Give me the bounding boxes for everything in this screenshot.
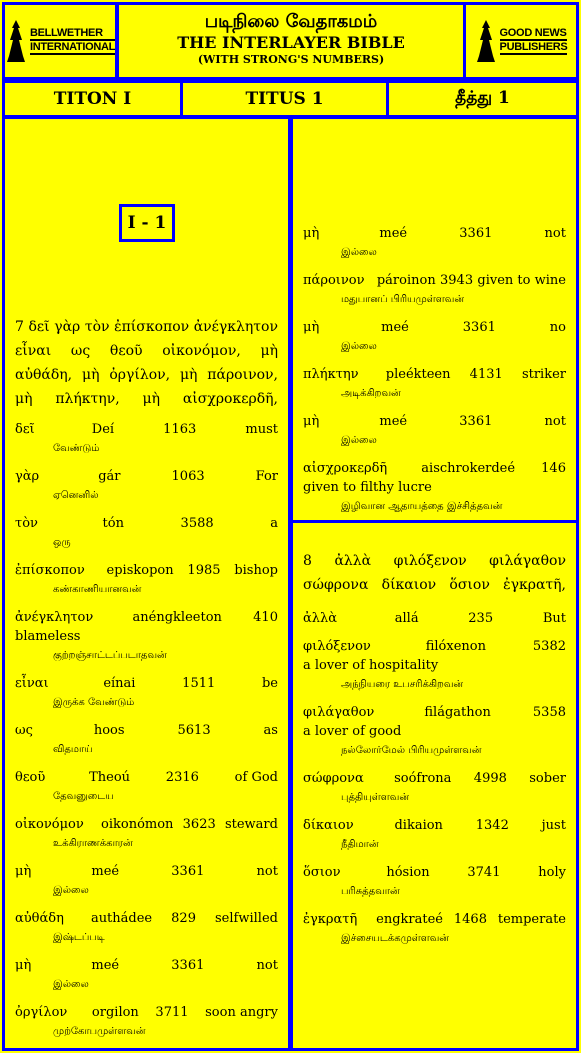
logo-line: INTERNATIONAL [29, 41, 116, 53]
tamil-gloss: குற்றஞ்சாட்டப்படாதவன் [53, 650, 167, 661]
tamil-gloss: வேண்டும் [53, 443, 100, 454]
greek-word: θεοῦ [15, 770, 46, 785]
transliteration: filóxenon [425, 639, 486, 654]
word-entry [303, 703, 566, 760]
english-gloss: bishop [234, 563, 278, 578]
left-column [2, 116, 291, 1051]
strongs-number: 4131 [469, 367, 503, 382]
word-entry [15, 420, 278, 458]
english-gloss: must [245, 422, 278, 437]
greek-word: σώφρονα [303, 771, 364, 786]
word-entry [15, 768, 278, 806]
strongs-number: 5613 [177, 723, 211, 738]
greek-word: ἐπίσκοπον [15, 563, 85, 578]
tamil-gloss: இஷ்டப்படி [53, 932, 105, 943]
tamil-gloss: மதுபானப் பிரியமுள்ளவன் [341, 294, 465, 305]
greek-word: αὐθάδη [15, 911, 64, 926]
english-gloss: But [542, 611, 566, 626]
transliteration: authádee [90, 911, 153, 926]
strongs-number: 4998 [473, 771, 507, 786]
tamil-gloss: உக்கிராணக்காரன் [53, 838, 133, 849]
english-gloss: a [270, 516, 278, 531]
transliteration: pleékteen [385, 367, 451, 382]
strongs-number: 1063 [171, 469, 205, 484]
word-entry [15, 561, 278, 599]
strongs-number: 1163 [163, 422, 197, 437]
word-entry [303, 637, 566, 694]
greek-word: μὴ [303, 226, 320, 241]
greek-word: πλήκτην [303, 367, 359, 382]
english-gloss: soon angry [205, 1005, 278, 1020]
greek-word: οἰκονόμον [15, 817, 84, 832]
greek-word: ἀνέγκλητον [15, 610, 94, 625]
right-bottom-entries [303, 609, 566, 948]
transliteration: meé [381, 320, 409, 335]
bellwether-logo-box [2, 2, 118, 80]
tamil-gloss: அடிக்கிறவன் [341, 388, 401, 399]
tamil-gloss: இல்லை [341, 435, 377, 446]
greek-word: ἀλλὰ [303, 611, 338, 626]
right-bottom-column [290, 520, 579, 1051]
word-entry [303, 271, 566, 309]
word-entry [303, 863, 566, 901]
tamil-gloss: கண்காணியானவன் [53, 584, 142, 595]
tamil-gloss: இல்லை [53, 885, 89, 896]
greek-word: ὀργίλον [15, 1005, 68, 1020]
strongs-number: 1468 [453, 912, 487, 927]
english-gloss: a lover of good [303, 724, 402, 739]
english-gloss: striker [521, 367, 566, 382]
chapter-label-text: I - 1 [127, 213, 167, 233]
title-box [116, 2, 466, 80]
english-gloss: be [261, 676, 278, 691]
strongs-number: 3361 [171, 864, 205, 879]
tamil-gloss: இல்லை [341, 247, 377, 258]
transliteration: aischrokerdeé [421, 461, 516, 476]
tamil-gloss: விதமாய் [53, 744, 93, 755]
english-gloss: selfwilled [215, 911, 278, 926]
strongs-number: 410 [253, 610, 278, 625]
word-entry [303, 609, 566, 628]
strongs-number: 235 [468, 611, 494, 626]
transliteration: pároinon [376, 273, 436, 288]
book-english [180, 80, 389, 118]
greek-word: ἐγκρατῆ [303, 912, 358, 927]
transliteration: Deí [91, 422, 115, 437]
transliteration: episkopon [106, 563, 174, 578]
tamil-gloss: ஏனெனில் [53, 490, 99, 501]
word-entry [15, 909, 278, 947]
strongs-number: 1342 [475, 818, 509, 833]
word-entry [303, 412, 566, 450]
transliteration: meé [91, 958, 120, 973]
english-gloss: temperate [497, 912, 566, 927]
transliteration: anéngkleeton [132, 610, 222, 625]
word-entry [15, 1003, 278, 1041]
english-gloss: no [549, 320, 566, 335]
book-greek [2, 80, 183, 118]
english-gloss: given to wine [477, 273, 566, 288]
transliteration: tón [102, 516, 124, 531]
bellwether-logo-text [30, 27, 115, 55]
english-gloss: blameless [15, 629, 81, 644]
english-gloss: For [255, 469, 278, 484]
english-gloss: steward [224, 817, 278, 832]
word-entry [15, 721, 278, 759]
word-entry [303, 318, 566, 356]
book-tamil [386, 80, 579, 118]
tamil-gloss: பரிசுத்தவான் [341, 886, 400, 897]
transliteration: Theoú [89, 770, 131, 785]
strongs-number: 3711 [155, 1005, 189, 1020]
english-gloss: sober [529, 771, 566, 786]
word-entry [303, 769, 566, 807]
word-entry [15, 956, 278, 994]
greek-word: δίκαιον [303, 818, 354, 833]
chapter-label [119, 204, 175, 242]
word-entry [303, 365, 566, 403]
transliteration: filágathon [424, 705, 491, 720]
transliteration: gár [98, 469, 121, 484]
strongs-number: 3623 [182, 817, 216, 832]
english-gloss: a lover of hospitality [303, 658, 439, 673]
strongs-number: 3361 [459, 414, 493, 429]
transliteration: hósion [386, 865, 430, 880]
book-tamil-label: தீத்து 1 [455, 88, 510, 108]
greek-word: δεῖ [15, 422, 35, 437]
english-gloss: given to filthy lucre [303, 480, 432, 495]
transliteration: eínai [103, 676, 136, 691]
english-gloss: holy [538, 865, 566, 880]
english-gloss: not [544, 226, 566, 241]
greek-word: μὴ [303, 320, 320, 335]
word-entry [15, 815, 278, 853]
right-top-entries [303, 224, 566, 516]
left-entries [15, 420, 278, 1041]
strongs-number: 3361 [171, 958, 205, 973]
tamil-gloss: இல்லை [53, 979, 89, 990]
tamil-gloss: இச்சையடக்கமுள்ளவன் [341, 933, 450, 944]
strongs-number: 3741 [467, 865, 501, 880]
transliteration: hoos [93, 723, 125, 738]
tamil-gloss: இருக்க வேண்டும் [53, 697, 135, 708]
tamil-gloss: நல்லோர்மேல் பிரியமுள்ளவன் [341, 745, 482, 756]
word-entry [303, 224, 566, 262]
tamil-gloss: புத்தியுள்ளவன் [341, 792, 410, 803]
transliteration: engkrateé [376, 912, 443, 927]
english-gloss: of God [234, 770, 278, 785]
figure-logo-icon [475, 18, 497, 64]
word-entry [15, 862, 278, 900]
transliteration: meé [91, 864, 120, 879]
strongs-number: 3361 [459, 226, 493, 241]
strongs-number: 829 [171, 911, 196, 926]
english-gloss: as [263, 723, 278, 738]
word-entry [15, 514, 278, 552]
title-english: THE INTERLAYER BIBLE [177, 33, 405, 52]
book-english-label: TITUS 1 [245, 89, 324, 109]
strongs-number: 2316 [165, 770, 199, 785]
word-entry [303, 910, 566, 948]
strongs-number: 3943 [440, 273, 474, 288]
english-gloss: not [256, 958, 278, 973]
transliteration: oikonómon [101, 817, 174, 832]
strongs-number: 1985 [187, 563, 221, 578]
greek-word: πάροινον [303, 273, 365, 288]
greek-word: μὴ [15, 864, 32, 879]
strongs-number: 1511 [182, 676, 216, 691]
tamil-gloss: அந்நியரை உபசரிக்கிறவன் [341, 679, 464, 690]
english-gloss: not [256, 864, 278, 879]
figure-logo-icon [5, 18, 27, 64]
tamil-gloss: இல்லை [341, 341, 377, 352]
goodnews-logo-text [500, 27, 568, 55]
transliteration: meé [379, 414, 408, 429]
word-entry [303, 816, 566, 854]
strongs-number: 3588 [180, 516, 214, 531]
book-greek-label: ΤΙΤΟΝ Ι [53, 89, 132, 109]
logo-line: BELLWETHER [30, 27, 115, 41]
strongs-number: 146 [541, 461, 566, 476]
transliteration: allá [394, 611, 419, 626]
word-entry [15, 674, 278, 712]
subtitle: (WITH STRONG'S NUMBERS) [197, 53, 385, 66]
verse-7: 7 δεῖ γὰρ τὸν ἐπίσκοπον ἀνέγκλητον εἶναι ως θεοῦ οἰκονόμον, μὴ αὐθάδη, μὴ ὀργίλον, μὴ πάροινον, μὴ πλήκτην, μὴ αἰσχροκερδῆ, [15, 319, 278, 407]
verse-8: 8 ἀλλὰ φιλόξενον φιλάγαθον σώφρονα δίκαιον ὅσιον ἐγκρατῆ, [303, 553, 566, 593]
greek-word: ὅσιον [303, 865, 341, 880]
strongs-number: 5358 [532, 705, 566, 720]
transliteration: soófrona [394, 771, 452, 786]
transliteration: dikaion [394, 818, 443, 833]
greek-word: φιλάγαθον [303, 705, 375, 720]
goodnews-logo-box [463, 2, 579, 80]
strongs-number: 3361 [462, 320, 496, 335]
greek-word: μὴ [303, 414, 320, 429]
greek-word: γὰρ [15, 469, 40, 484]
greek-word: μὴ [15, 958, 32, 973]
logo-line: GOOD NEWS [499, 27, 567, 39]
english-gloss: not [544, 414, 566, 429]
transliteration: orgilon [91, 1005, 139, 1020]
word-entry [303, 459, 566, 516]
greek-word: τὸν [15, 516, 38, 531]
word-entry [15, 608, 278, 665]
right-top-column [290, 116, 579, 523]
english-gloss: just [541, 818, 566, 833]
tamil-gloss: இழிவான ஆதாயத்தை இச்சித்தவன் [341, 501, 503, 512]
transliteration: meé [379, 226, 408, 241]
title-tamil: படிநிலை வேதாகமம் [204, 11, 378, 32]
logo-line: PUBLISHERS [499, 41, 568, 53]
greek-word: ως [15, 723, 33, 738]
greek-word: φιλόξενον [303, 639, 371, 654]
word-entry [15, 467, 278, 505]
tamil-gloss: நீதிமான் [341, 839, 379, 850]
greek-word: αἰσχροκερδῆ [303, 461, 388, 476]
tamil-gloss: முற்கோபமுள்ளவன் [53, 1026, 146, 1037]
strongs-number: 5382 [532, 639, 566, 654]
tamil-gloss: ஒரு [53, 537, 71, 548]
greek-word: εἶναι [15, 676, 49, 691]
tamil-gloss: தேவனுடைய [53, 791, 114, 802]
